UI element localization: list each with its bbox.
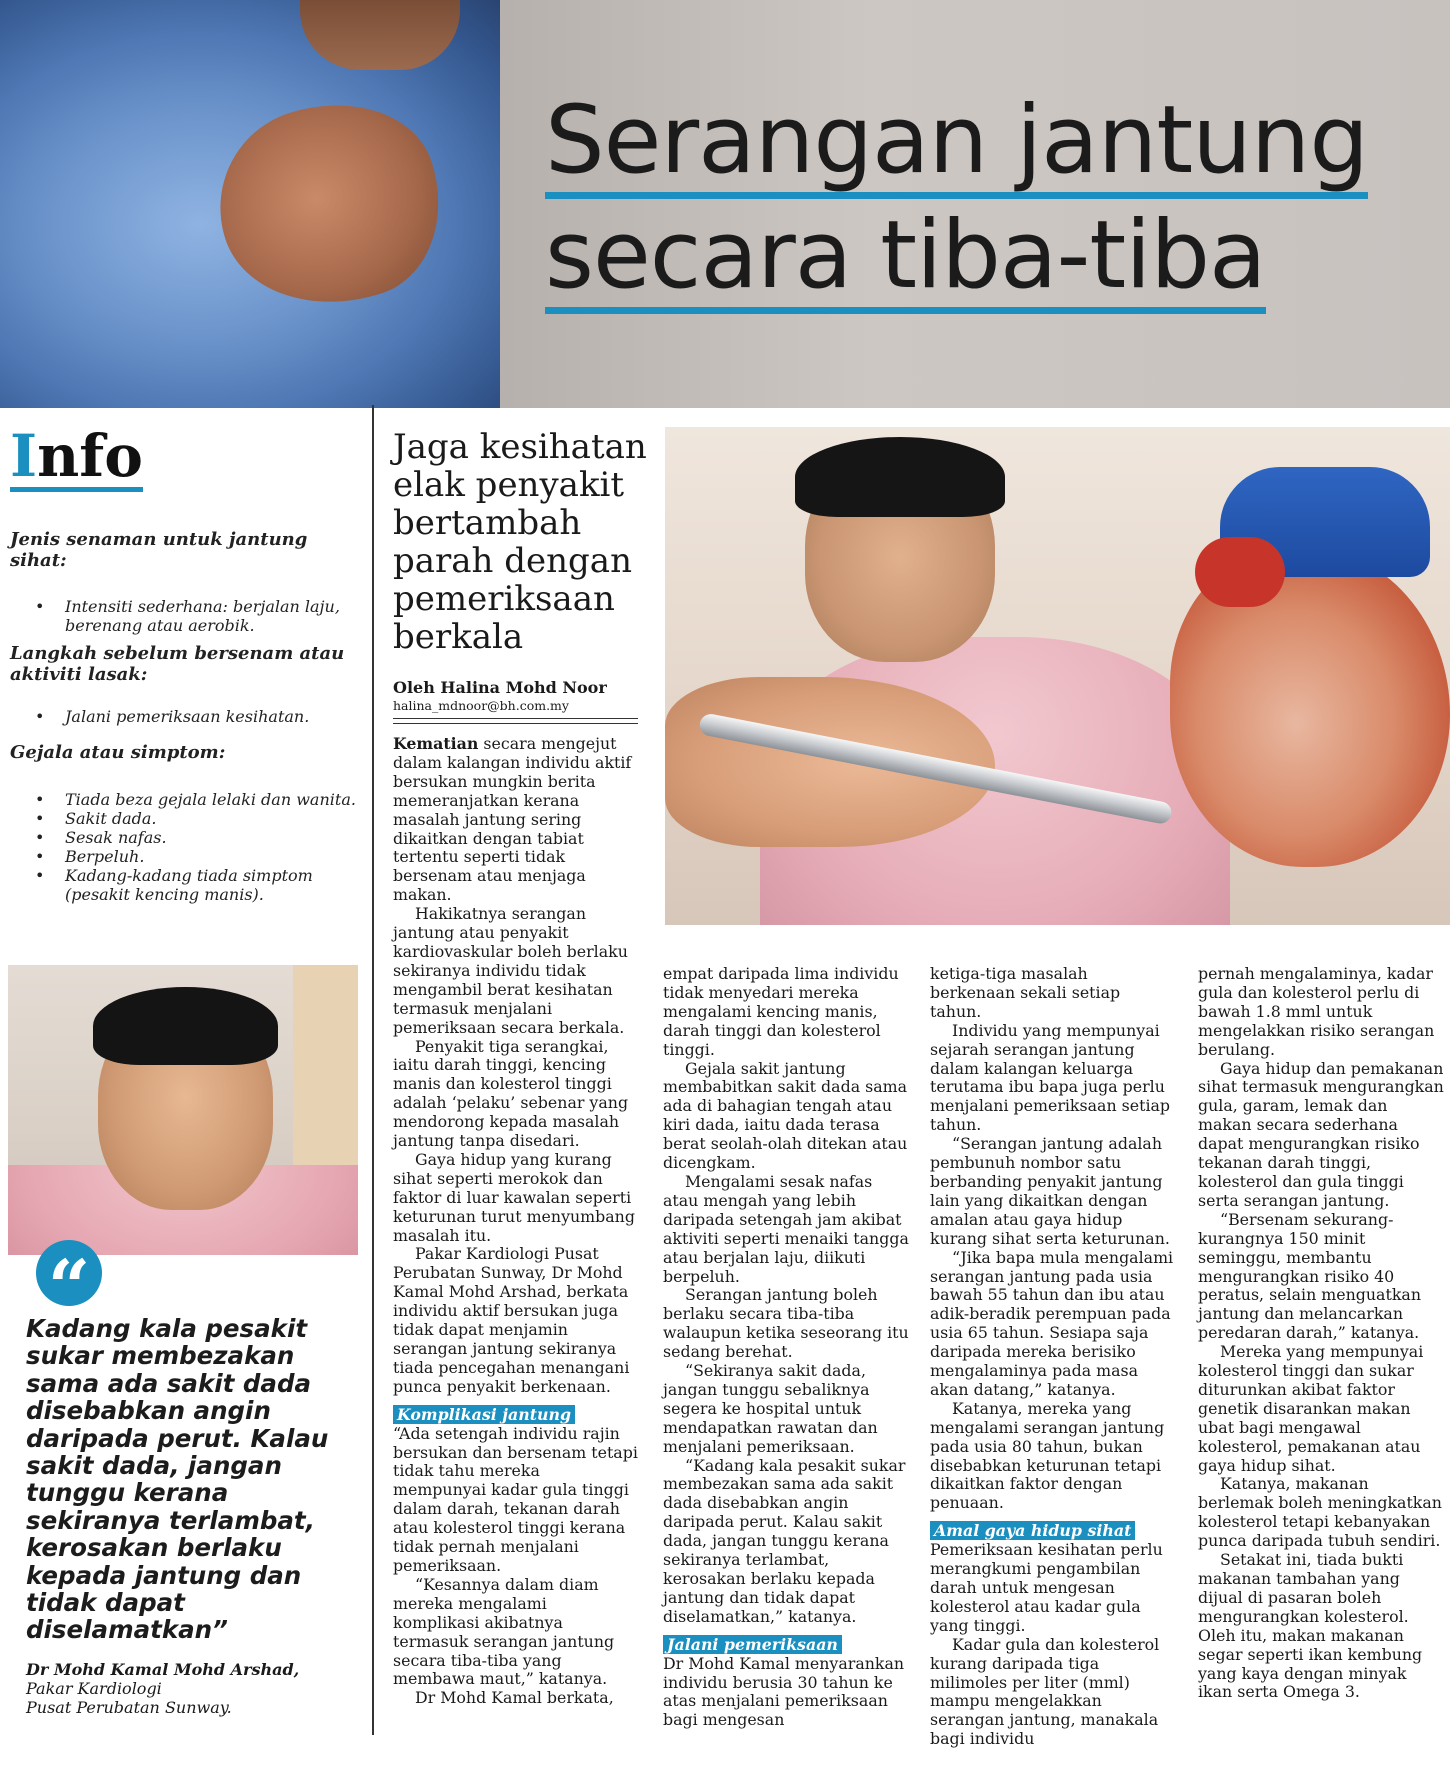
lead-paragraph	[393, 735, 638, 905]
byline: Oleh Halina Mohd Noor	[393, 678, 607, 697]
quote-name: Dr Mohd Kamal Mohd Arshad,	[26, 1660, 300, 1679]
headline-line-2: secara tiba-tiba	[545, 205, 1266, 314]
paragraph: Kadar gula dan kolesterol kurang daripada tiga milimoles per liter (mml) mampu mengelakkan serangan jantung, manakala bagi individu	[930, 1634, 1160, 1749]
info-heading-before: Langkah sebelum bersenam atau aktiviti lasak:	[10, 643, 345, 685]
paragraph: “Sekiranya sakit dada, jangan tunggu sebaliknya segera ke hospital untuk mendapatkan rawatan dan menjalani pemeriksaan.	[663, 1361, 878, 1456]
article-column-3	[930, 965, 1175, 1749]
paragraph: “Jika bapa mula mengalami serangan jantung pada usia bawah 55 tahun dan ibu atau adik-beradik perempuan pada usia 65 tahun. Sesiapa saja daripada mereka berisiko mengalaminya pada masa akan datang,” katanya.	[930, 1247, 1174, 1399]
photo-hair	[795, 437, 1005, 517]
article-column-4	[1198, 965, 1445, 1702]
info-item: • Jalani pemeriksaan kesihatan.	[65, 707, 363, 726]
paragraph: Gejala sakit jantung membabitkan sakit dada sama ada di bahagian tengah atau kiri dada, iaitu dada terasa berat seolah-olah ditekan atau dicengkam.	[663, 1058, 908, 1173]
subheading-wrap	[393, 1405, 638, 1425]
column-divider	[372, 405, 374, 1735]
info-list-exercise	[8, 597, 363, 635]
lead-text: secara mengejut dalam kalangan individu aktif bersukan mungkin berita memeranjatkan kerana masalah jantung sering dikaitkan dengan tabiat tertentu seperti tidak bersenam atau menjaga makan.	[393, 734, 632, 905]
article-column-1	[393, 735, 638, 1708]
article-column-2	[663, 965, 911, 1730]
byline-rule	[393, 718, 638, 724]
paragraph: Katanya, makanan berlemak boleh meningkatkan kolesterol tetapi kebanyakan punca daripada tubuh sendiri.	[1198, 1474, 1442, 1551]
paragraph: ketiga-tiga masalah berkenaan sekali setiap tahun.	[930, 964, 1121, 1021]
paragraph: empat daripada lima individu tidak menyedari mereka mengalami kencing manis, darah tinggi dan kolesterol tinggi.	[663, 964, 899, 1059]
subheading-wrap	[663, 1635, 911, 1655]
paragraph: Pakar Kardiologi Pusat Perubatan Sunway, Dr Mohd Kamal Mohd Arshad, berkata individu aktif bersukan juga tidak dapat menjamin serangan jantung sekiranya tiada pencegahan menangani punca penyakit berkenaan.	[393, 1244, 630, 1396]
paragraph: Gaya hidup yang kurang sihat seperti merokok dan faktor di luar kawalan seperti keturunan turut menyumbang masalah itu.	[393, 1149, 635, 1245]
info-item: • Sakit dada.	[65, 809, 363, 828]
quote-attribution	[26, 1660, 356, 1717]
heart-model-artery	[1195, 537, 1285, 607]
info-title-cap: I	[10, 422, 38, 490]
subheading-wrap	[930, 1521, 1175, 1541]
paragraph: Serangan jantung boleh berlaku secara tiba-tiba walaupun ketika seseorang itu sedang berehat.	[663, 1285, 909, 1362]
doctor-portrait-photo	[8, 965, 358, 1255]
quote-role: Pakar Kardiologi	[26, 1679, 162, 1698]
subheading-komplikasi: Komplikasi jantung	[393, 1405, 575, 1424]
paragraph: Katanya, mereka yang mengalami serangan jantung pada usia 80 tahun, bukan disebabkan keturunan tetapi dikaitkan faktor dengan penuaan.	[930, 1398, 1165, 1513]
info-list-before	[8, 707, 363, 726]
paragraph: Pemeriksaan kesihatan perlu merangkumi pengambilan darah untuk mengesan kolesterol atau kadar gula yang tinggi.	[930, 1540, 1163, 1635]
info-heading-exercise: Jenis senaman untuk jantung sihat:	[10, 529, 308, 571]
doctor-heart-model-photo	[665, 427, 1450, 925]
info-heading-symptoms: Gejala atau simptom:	[10, 742, 226, 763]
quote-org: Pusat Perubatan Sunway.	[26, 1698, 232, 1717]
info-list-symptoms	[8, 790, 363, 904]
paragraph: “Ada setengah individu rajin bersukan dan bersenam tetapi tidak tahu mereka mempunyai kadar gula tinggi dalam darah, tekanan darah atau kolesterol tinggi kerana tidak pernah menjalani pemeriksaan.	[393, 1423, 638, 1575]
paragraph: “Serangan jantung adalah pembunuh nombor satu berbanding penyakit jantung lain yang dikaitkan dengan amalan atau gaya hidup kurang sihat serta keturunan.	[930, 1134, 1170, 1248]
info-item: • Intensiti sederhana: berjalan laju, berenang atau aerobik.	[65, 597, 363, 635]
info-title-rest: nfo	[37, 422, 143, 490]
subheading-amal: Amal gaya hidup sihat	[930, 1521, 1135, 1540]
paragraph: Individu yang mempunyai sejarah serangan jantung dalam kalangan keluarga terutama ibu bapa juga perlu menjalani pemeriksaan setiap tahun.	[930, 1020, 1171, 1135]
paragraph: Dr Mohd Kamal menyarankan individu berusia 30 tahun ke atas menjalani pemeriksaan bagi mengesan	[663, 1653, 905, 1730]
subheading-jalani: Jalani pemeriksaan	[663, 1635, 842, 1654]
info-box	[8, 422, 363, 904]
paragraph: “Kadang kala pesakit sukar membezakan sama ada sakit dada disebabkan angin daripada perut. Kalau sakit dada, jangan tunggu kerana sekiranya terlambat, kerosakan berlaku kepada jantung dan tidak dapat diselamatkan,” katanya.	[663, 1455, 906, 1626]
paragraph: Gaya hidup dan pemakanan sihat termasuk mengurangkan gula, garam, lemak dan makan secara sederhana dapat mengurangkan risiko tekanan darah tinggi, kolesterol dan gula tinggi serta serangan jantung.	[1198, 1058, 1444, 1210]
info-item: • Berpeluh.	[65, 847, 363, 866]
paragraph: Dr Mohd Kamal berkata,	[415, 1688, 614, 1708]
headline-line-1: Serangan jantung	[545, 90, 1368, 199]
info-item: • Sesak nafas.	[65, 828, 363, 847]
article-headline: Jaga kesihatan elak penyakit bertambah parah dengan pemeriksaan berkala	[393, 427, 647, 657]
portrait-background	[293, 965, 358, 1165]
info-item: • Kadang-kadang tiada simptom (pesakit kencing manis).	[65, 866, 363, 904]
paragraph: Mengalami sesak nafas atau mengah yang lebih daripada setengah jam akibat aktiviti seperti menaiki tangga atau berjalan laju, diikuti berpeluh.	[663, 1171, 909, 1286]
paragraph: Penyakit tiga serangkai, iaitu darah tinggi, kencing manis dan kolesterol tinggi adalah ‘pelaku’ sebenar yang mendorong kepada masalah jantung tanpa disedari.	[393, 1036, 629, 1151]
portrait-hair	[93, 987, 278, 1065]
paragraph: Hakikatnya serangan jantung atau penyakit kardiovaskular boleh berlaku sekiranya individu tidak mengambil berat kesihatan termasuk menjalani pemeriksaan secara berkala.	[393, 904, 628, 1037]
info-title	[10, 422, 143, 492]
headline-main	[545, 86, 1425, 314]
paragraph: “Kesannya dalam diam mereka mengalami komplikasi akibatnya termasuk serangan jantung secara tiba-tiba yang membawa maut,” katanya.	[393, 1574, 615, 1689]
paragraph: Setakat ini, tiada bukti makanan tambahan yang dijual di pasaran boleh mengurangkan kolesterol. Oleh itu, makan makanan segar seperti ikan kembung yang kaya dengan minyak ikan serta Omega 3.	[1198, 1550, 1423, 1702]
paragraph: Mereka yang mempunyai kolesterol tinggi dan sukar diturunkan akibat faktor genetik disarankan makan ubat bagi mengawal kolesterol, pemakanan atau gaya hidup sihat.	[1198, 1342, 1424, 1475]
paragraph: pernah mengalaminya, kadar gula dan kolesterol perlu di bawah 1.8 mml untuk mengelakkan risiko serangan berulang.	[1198, 964, 1435, 1059]
paragraph: “Bersenam sekurang-kurangnya 150 minit seminggu, membantu mengurangkan risiko 40 peratus, selain menguatkan jantung dan melancarkan peredaran darah,” katanya.	[1198, 1209, 1421, 1343]
lead-bold: Kematian	[393, 734, 479, 753]
byline-email: halina_mdnoor@bh.com.my	[393, 698, 569, 713]
info-item: • Tiada beza gejala lelaki dan wanita.	[65, 790, 363, 809]
pull-quote: Kadang kala pesakit sukar membezakan sama ada sakit dada disebabkan angin daripada perut. Kalau sakit dada, jangan tunggu kerana sekiranya terlambat, kerosakan berlaku kepada jantung dan tidak dapat diselamatkan”	[26, 1314, 329, 1645]
quote-icon: “	[36, 1240, 102, 1306]
